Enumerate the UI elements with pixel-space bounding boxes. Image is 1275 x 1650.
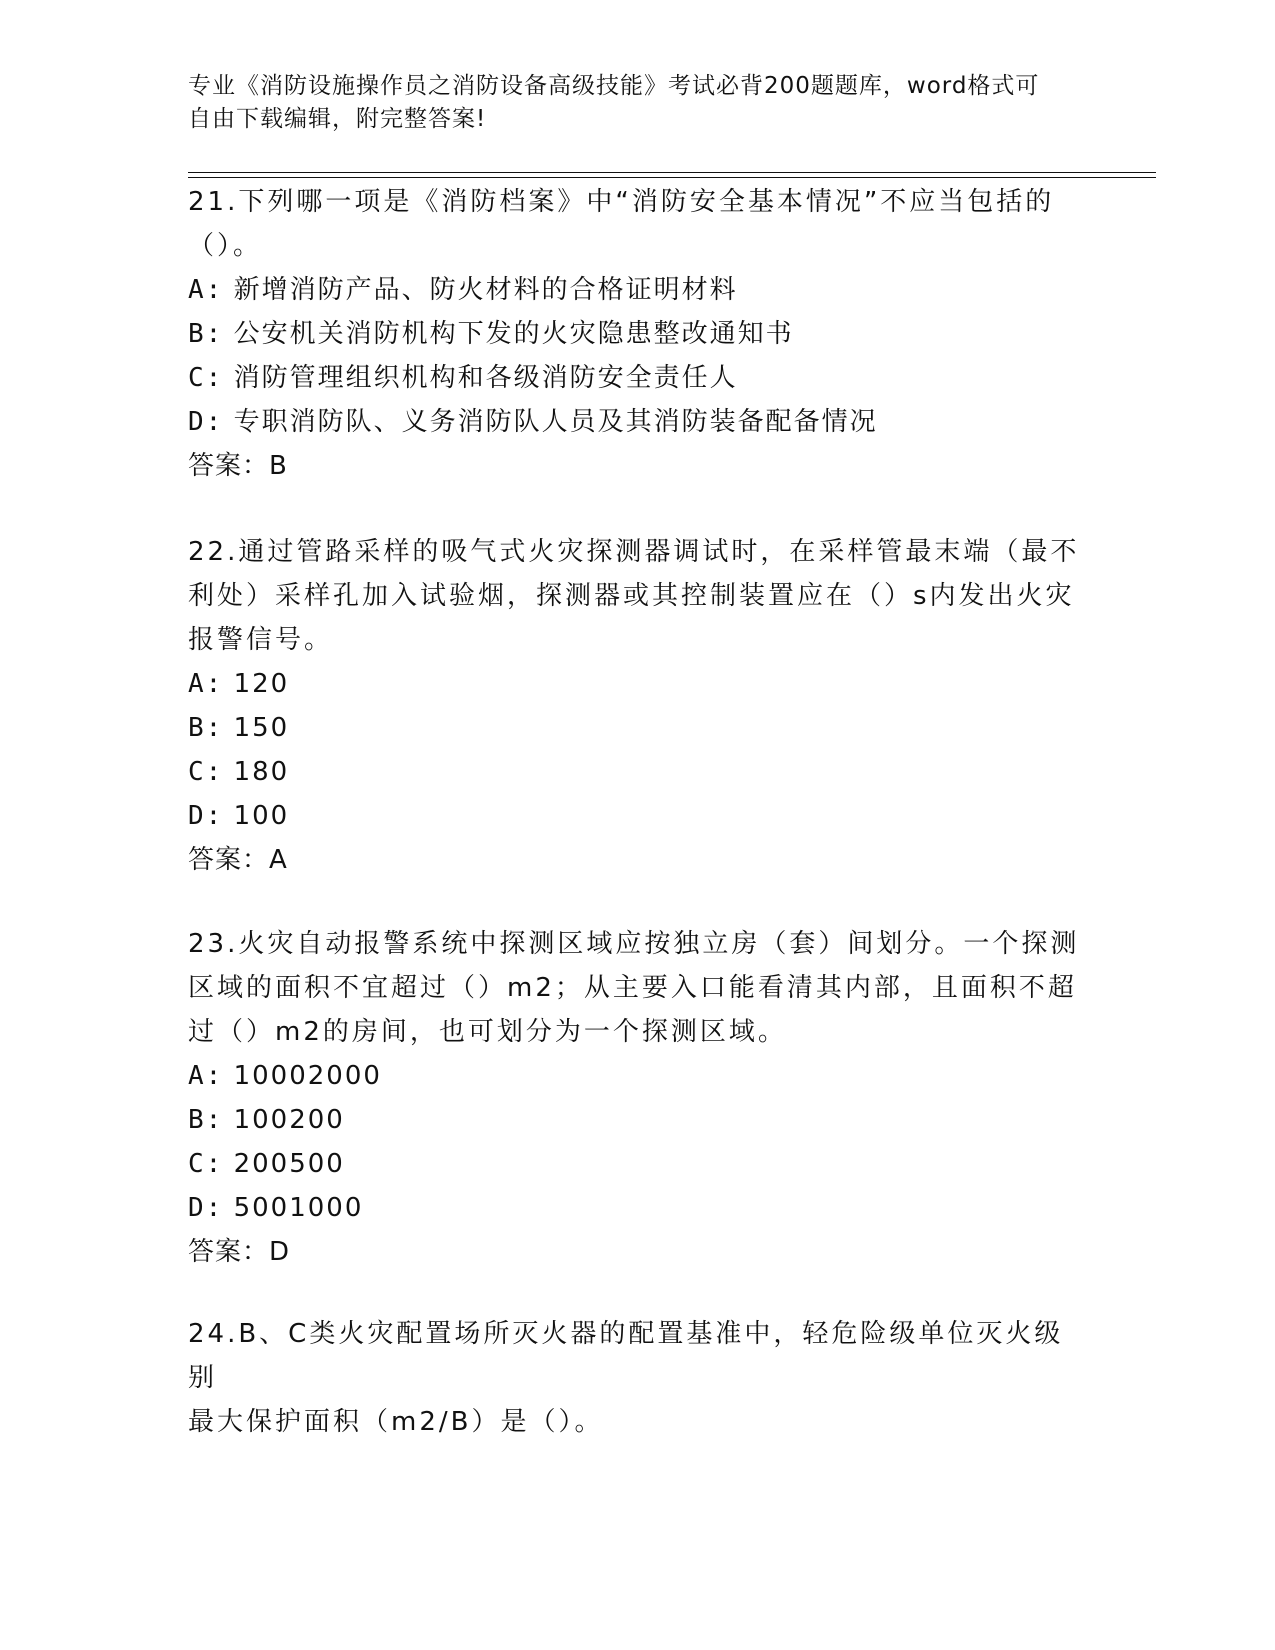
option-d xyxy=(188,794,1088,838)
option-label: C: xyxy=(188,363,224,393)
question-21 xyxy=(188,180,1088,488)
question-stem: 23.火灾自动报警系统中探测区域应按独立房（套）间划分。一个探测 区域的面积不宜超过（）m2；从主要入口能看清其内部，且面积不超 过（）m2的房间，也可划分为一个探测区域。 xyxy=(188,929,1080,1047)
option-text: 5001000 xyxy=(233,1193,364,1223)
question-stem: 21.下列哪一项是《消防档案》中“消防安全基本情况”不应当包括的 （）。 xyxy=(188,187,1055,261)
option-label: A: xyxy=(188,275,224,305)
option-text: 新增消防产品、防火材料的合格证明材料 xyxy=(233,275,738,305)
question-stem: 22.通过管路采样的吸气式火灾探测器调试时，在采样管最末端（最不 利处）采样孔加入试验烟，探测器或其控制装置应在（）s内发出火灾 报警信号。 xyxy=(188,537,1080,655)
option-d xyxy=(188,1186,1088,1230)
option-label: D: xyxy=(188,407,224,437)
header-line-2: 自由下载编辑，附完整答案! xyxy=(188,106,487,132)
option-text: 公安机关消防机构下发的火灾隐患整改通知书 xyxy=(233,319,794,349)
option-a xyxy=(188,662,1088,706)
option-text: 专职消防队、义务消防队人员及其消防装备配备情况 xyxy=(233,407,878,437)
option-label: B: xyxy=(188,1105,224,1135)
option-label: C: xyxy=(188,757,224,787)
answer: 答案：A xyxy=(188,845,288,875)
header-divider-top xyxy=(188,172,1156,173)
option-b xyxy=(188,312,1088,356)
option-label: C: xyxy=(188,1149,224,1179)
option-text: 消防管理组织机构和各级消防安全责任人 xyxy=(233,363,738,393)
header-line-1: 专业《消防设施操作员之消防设备高级技能》考试必背200题题库，word格式可 xyxy=(188,73,1040,99)
question-24 xyxy=(188,1312,1088,1444)
header-divider-bottom xyxy=(188,177,1156,178)
option-text: 100 xyxy=(233,801,290,831)
question-23 xyxy=(188,922,1088,1274)
option-c xyxy=(188,750,1088,794)
option-text: 180 xyxy=(233,757,290,787)
question-22 xyxy=(188,530,1088,882)
option-label: B: xyxy=(188,319,224,349)
option-b xyxy=(188,706,1088,750)
option-d xyxy=(188,400,1088,444)
option-b xyxy=(188,1098,1088,1142)
option-c xyxy=(188,1142,1088,1186)
option-text: 200500 xyxy=(233,1149,345,1179)
option-text: 150 xyxy=(233,713,290,743)
option-label: B: xyxy=(188,713,224,743)
option-c xyxy=(188,356,1088,400)
option-text: 10002000 xyxy=(233,1061,382,1091)
option-text: 100200 xyxy=(233,1105,345,1135)
document-header xyxy=(188,70,1088,136)
option-label: A: xyxy=(188,669,224,699)
answer: 答案：B xyxy=(188,451,288,481)
option-a xyxy=(188,268,1088,312)
option-label: A: xyxy=(188,1061,224,1091)
question-stem: 24.B、C类火灾配置场所灭火器的配置基准中，轻危险级单位灭火级别 最大保护面积（m2/B）是（）。 xyxy=(188,1319,1064,1437)
answer: 答案：D xyxy=(188,1237,291,1267)
option-text: 120 xyxy=(233,669,290,699)
option-label: D: xyxy=(188,1193,224,1223)
option-label: D: xyxy=(188,801,224,831)
option-a xyxy=(188,1054,1088,1098)
